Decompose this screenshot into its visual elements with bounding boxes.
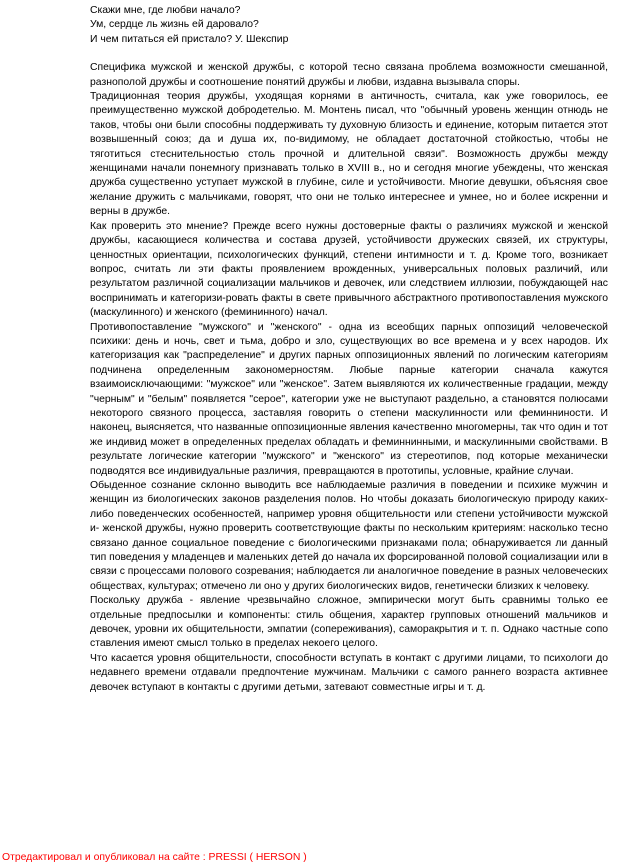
paragraph-opposition: Противопоставление "мужского" и "женского" - одна из всеобщих парных оппозиций человеческой психики: день и ночь, свет и тьма, добро и зло, существующих во все времена и у всех народов. Их категоризация как "распределение" и других парных оппозиционных явлений по логическим категориям подчинена определенным закономерностям. Любые парные категории сначала кажутся взаимоисключающими: "мужское" или "женское". Затем выявляются их количественные градации, между "черным" и "белым" появляется "серое", категории уже не выступают раздельно, а становятся полюсами некоторого связного процесса, заставляя говорить о степени маскулинности или феминниности. И наконец, выясняется, что названные оппозиционные явления качественно многомерны, так что один и тот же индивид может в определенных пределах обладать и феминнинными, и маскулинными свойствами. В результате логические категории "мужского" и "женского" из стереотипов, под которые механически подводятся все индивидуальные различия, превращаются в прототипы, условные, крайние случаи. — [90, 321, 608, 477]
document-body — [90, 4, 608, 695]
paragraph-traditional-theory: Традиционная теория дружбы, уходящая корнями в античность, считала, как уже говорилось, ее преимущественно мужской добродетелью. М. Монтень писал, что "обычный уровень женщин отнюдь не таков, чтобы они были способны поддерживать ту духовную близость и единение, которым питается этот возвышенный союз; да и душа их, по-видимому, не обладает достаточной стойкостью, чтобы не тяготиться стеснительностью столь прочной и длительной связи". Возможность дружбы между женщинами начали понемногу признавать только в XVIII в., но и сегодня многие убеждены, что женская дружба существенно уступает мужской в глубине, силе и устойчивости. Многие девушки, объясняя свое желание дружить с мальчиками, говорят, что они не только интереснее и умнее, но и более искренни и верны в дружбе. — [90, 91, 608, 218]
publisher-footer: Отредактировал и опубликовал на сайте : PRESSI ( HERSON ) — [2, 852, 307, 863]
paragraph-verification: Как проверить это мнение? Прежде всего нужны достоверные факты о различиях мужской и женской дружбы, касающиеся количества и состава друзей, устойчивости дружеских связей, их структуры, ценностных ориентации, психологических функций, степени интимности и т. д. Кроме того, возникает вопрос, считать ли эти факты проявлением врожденных, универсальных половых различий, или результатом различной социализации мальчиков и девочек, или следствием иллюзии, побуждающей нас воспринимать и категоризи-ровать факты в свете привычного абстрактного противопоставления мужского (маскулинного) и женского (фемининного) начал. — [90, 220, 608, 319]
paragraph-intro: Специфика мужской и женской дружбы, с которой тесно связана проблема возможности смешанной, разнополой дружбы и соотношение понятий дружбы и любви, издавна вызывала споры. — [90, 62, 608, 88]
epigraph — [90, 4, 608, 47]
epigraph-line: Скажи мне, где любви начало? — [90, 5, 241, 16]
paragraph-sociability: Что касается уровня общительности, способности вступать в контакт с другими лицами, то психологи до недавнего времени отдавали предпочтение мужчинам. Мальчики с самого раннего возраста активнее девочек вступают в контакты с другими детьми, затевают совместные игры и т. д. — [90, 652, 608, 693]
paragraph-components: Поскольку дружба - явление чрезвычайно сложное, эмпирически могут быть сравнимы только ее отдельные предпосылки и компоненты: стиль общения, характер групповых отношений мальчиков и девочек, уровни их общительности, эмпатии (сопереживания), саморакрытия и т. п. Однако частные сопо ставления имеют смысл только в пределах некоего целого. — [90, 595, 608, 650]
epigraph-line: Ум, сердце ль жизнь ей даровало? — [90, 19, 259, 31]
epigraph-line: И чем питаться ей пристало? У. Шекспир — [90, 33, 289, 45]
paragraph-everyday-consciousness: Обыденное сознание склонно выводить все наблюдаемые различия в поведении и психике мужчин и женщин из биологических законов разделения полов. Но чтобы доказать биологическую природу каких-либо поведенческих особенностей, например уровня общительности или степени устойчивости мужской и- женской дружбы, нужно проверить соответствующие факты по нескольким критериям: насколько тесно связано данное социальное поведение с биологическими признаками пола; обнаруживается ли данный тип поведения у младенцев и маленьких детей до начала их форсированной половой социализации или в связи с процессами полового созревания; наблюдается ли аналогичное поведение в разных человеческих обществах, культурах; отмечено ли оно у других биологических видов, генетически близких к человеку. — [90, 480, 608, 592]
